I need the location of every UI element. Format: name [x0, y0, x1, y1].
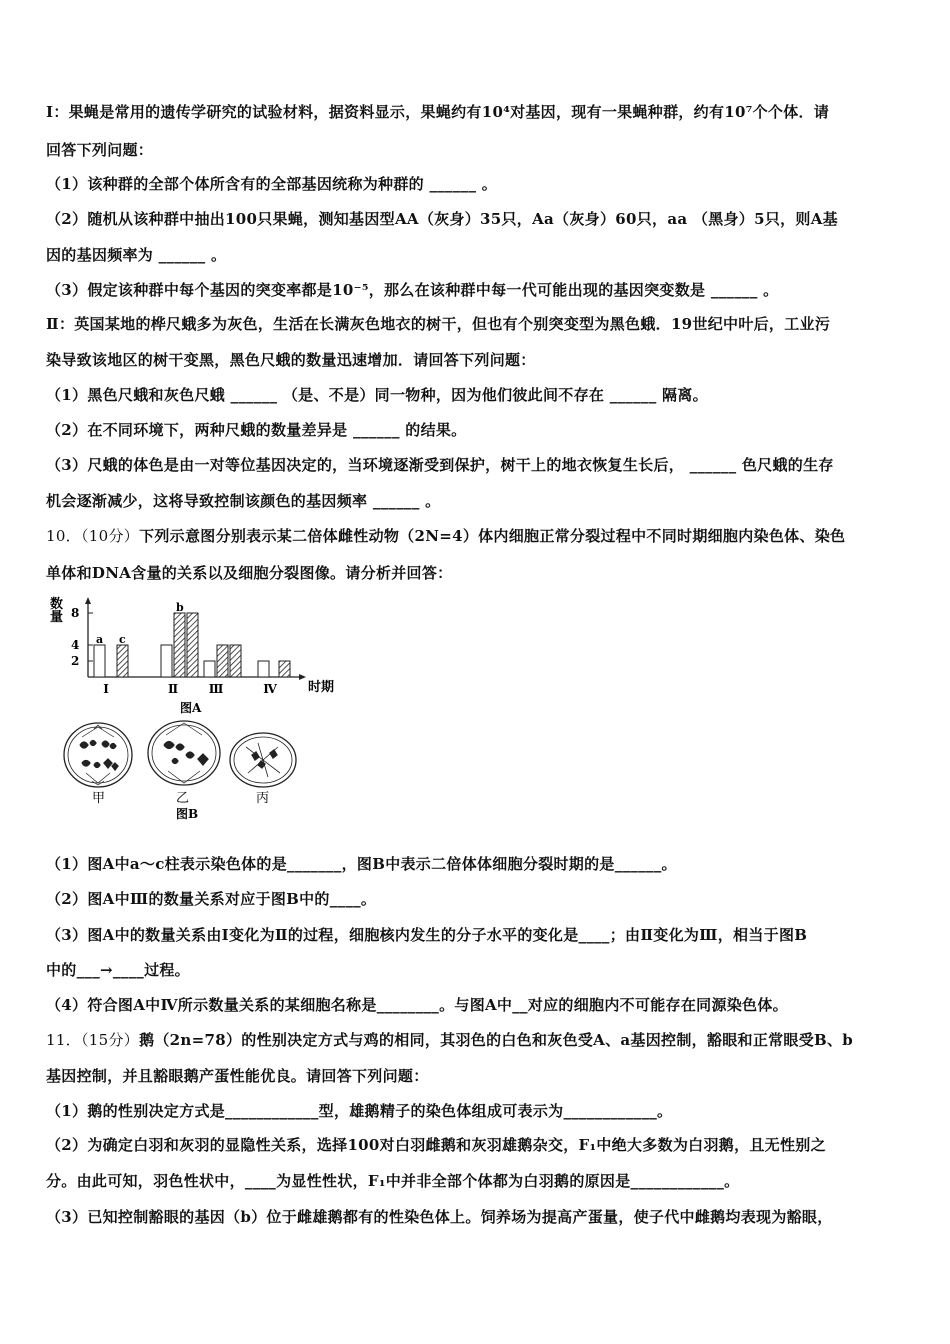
y-axis-arrow [85, 597, 91, 604]
q10-stem [46, 526, 916, 546]
bar-a-4 [258, 661, 269, 677]
part1-intro: Ⅰ：果蝇是常用的遗传学研究的试验材料，据资料显示，果蝇约有10⁴对基因，现有一果蝇种群，约有10⁷个个体．请 [46, 103, 830, 121]
q11-stem-text: 鹅（2n=78）的性别决定方式与鸡的相同，其羽色的白色和灰色受A、a基因控制，豁眼和正常眼受B、b [139, 1031, 854, 1049]
part1-intro-cont: 回答下列问题： [46, 141, 154, 159]
q10-s1: （1）图A中a～c柱表示染色体的是_______，图B中表示二倍体体细胞分裂时期的是______。 [46, 855, 677, 873]
q10-s3-cont: 中的___→____过程。 [46, 961, 190, 979]
figB-title: 图B [176, 807, 199, 821]
q10-s2: （2）图A中Ⅲ的数量关系对应于图B中的____。 [46, 890, 377, 908]
bar-a-2 [161, 645, 172, 677]
cell-yi [148, 721, 220, 785]
part1-q1: （1）该种群的全部个体所含有的全部基因统称为种群的 ______ 。 [46, 175, 498, 193]
part2-q3: （3）尺蛾的体色是由一对等位基因决定的，当环境逐渐受到保护，树干上的地衣恢复生长后， ______ 色尺蛾的生存 [46, 456, 834, 474]
bar-b-3 [217, 645, 228, 677]
x-axis-arrow [299, 674, 306, 680]
x-tick-label: Ⅳ [263, 682, 277, 696]
q10-stem-text: 下列示意图分别表示某二倍体雌性动物（2N=4）体内细胞正常分裂过程中不同时期细胞内染色体、染色 [139, 527, 846, 545]
bar-c-4 [279, 661, 290, 677]
part2-q1: （1）黑色尺蛾和灰色尺蛾 ______ （是、不是）同一物种，因为他们彼此间不存在 ______ 隔离。 [46, 386, 708, 404]
q11-s2-cont: 分。由此可知，羽色性状中，____为显性性状，F₁中并非全部个体都为白羽鹅的原因是____________。 [46, 1172, 740, 1190]
q10-stem-cont: 单体和DNA含量的关系以及细胞分裂图像。请分析并回答： [46, 564, 453, 582]
series-label-a: a [96, 633, 104, 646]
part2-intro-cont: 染导致该地区的树干变黑，黑色尺蛾的数量迅速增加．请回答下列问题： [46, 351, 536, 369]
part1-q2: （2）随机从该种群中抽出100只果蝇，测知基因型AA（灰身）35只，Aa（灰身）60只，aa （黑身）5只，则A基 [46, 210, 838, 228]
y-tick-label: 4 [71, 638, 80, 652]
q11-s3: （3）已知控制豁眼的基因（b）位于雌雄鹅都有的性染色体上。饲养场为提高产蛋量，使子代中雌鹅均表现为豁眼， [46, 1208, 833, 1226]
x-tick-label: Ⅲ [208, 682, 224, 696]
bar-c-2 [187, 613, 198, 677]
x-tick-label: Ⅰ [103, 682, 109, 696]
q11-number: 11．（15分） [46, 1031, 140, 1049]
q11-stem [46, 1030, 916, 1050]
bar-a-3 [204, 661, 215, 677]
cell-label-yi: 乙 [176, 791, 190, 806]
q11-s2: （2）为确定白羽和灰羽的显隐性关系，选择100对白羽雌鹅和灰羽雄鹅杂交，F₁中绝大多数为白羽鹅，且无性别之 [46, 1136, 826, 1154]
bar-b-2 [174, 613, 185, 677]
bar-c-3 [230, 645, 241, 677]
y-axis-label: 数量 [50, 597, 64, 625]
figure-area [46, 595, 366, 830]
bar-a-1 [94, 645, 105, 677]
q10-s4: （4）符合图A中Ⅳ所示数量关系的某细胞名称是________。与图A中__对应的细胞内不可能存在同源染色体。 [46, 996, 788, 1014]
y-tick-label: 2 [71, 654, 80, 668]
cell-jia [64, 723, 132, 787]
cell-label-bing: 丙 [256, 791, 270, 806]
x-axis-label: 时期 [308, 680, 335, 695]
x-tick-label: Ⅱ [167, 682, 179, 696]
part1-q3: （3）假定该种群中每个基因的突变率都是10⁻⁵，那么在该种群中每一代可能出现的基因突变数是 ______ 。 [46, 281, 779, 299]
part1-q2-cont: 因的基因频率为 ______ 。 [46, 246, 227, 264]
q10-number: 10．（10分） [46, 527, 140, 545]
cell-bing [230, 733, 296, 787]
chart-title: 图A [180, 701, 202, 715]
series-label-b: b [176, 601, 184, 614]
bar-c-1 [117, 645, 128, 677]
y-tick-label: 8 [71, 606, 80, 620]
chart-figA [50, 596, 334, 715]
cell-label-jia: 甲 [92, 791, 106, 806]
q11-s1: （1）鹅的性别决定方式是____________型，雄鹅精子的染色体组成可表示为____________。 [46, 1102, 673, 1120]
q10-s3: （3）图A中的数量关系由Ⅰ变化为Ⅱ的过程，细胞核内发生的分子水平的变化是____；由Ⅱ变化为Ⅲ，相当于图B [46, 926, 808, 944]
part2-q2: （2）在不同环境下，两种尺蛾的数量差异是 ______ 的结果。 [46, 421, 467, 439]
series-label-c: c [119, 633, 126, 646]
part2-q3-cont: 机会逐渐减少，这将导致控制该颜色的基因频率 ______ 。 [46, 492, 441, 510]
part2-intro: Ⅱ：英国某地的桦尺蛾多为灰色，生活在长满灰色地衣的树干，但也有个别突变型为黑色蛾．19世纪中叶后，工业污 [46, 315, 831, 333]
q11-stem-cont: 基因控制，并且豁眼鹅产蛋性能优良。请回答下列问题： [46, 1067, 429, 1085]
